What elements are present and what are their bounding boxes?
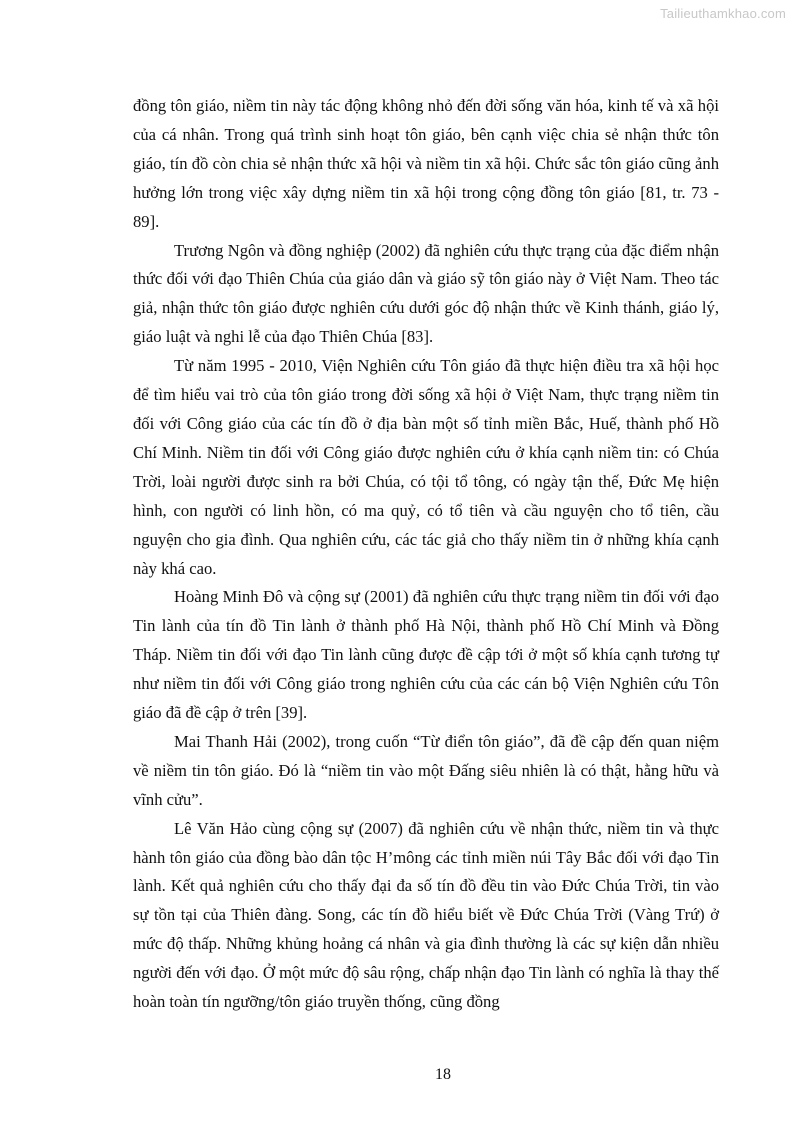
watermark: Tailieuthamkhao.com	[660, 6, 786, 21]
paragraph: Mai Thanh Hải (2002), trong cuốn “Từ điển tôn giáo”, đã đề cập đến quan niệm về niềm tin tôn giáo. Đó là “niềm tin vào một Đấng siêu nhiên là có thật, hằng hữu và vĩnh cửu”.	[133, 731, 719, 809]
paragraph: Hoàng Minh Đô và cộng sự (2001) đã nghiên cứu thực trạng niềm tin đối với đạo Tin lành của tín đồ Tin lành ở thành phố Hà Nội, thành phố Hồ Chí Minh và Đồng Tháp. Niềm tin đối với đạo Tin lành cũng được đề cập tới ở một số khía cạnh tương tự như niềm tin đối với Công giáo trong nghiên cứu của các cán bộ Viện Nghiên cứu Tôn giáo đã đề cập ở trên [39].	[133, 587, 719, 723]
paragraph: Lê Văn Hảo cùng cộng sự (2007) đã nghiên cứu về nhận thức, niềm tin và thực hành tôn giáo của đồng bào dân tộc H’mông các tỉnh miền núi Tây Bắc đối với đạo Tin lành. Kết quả nghiên cứu cho thấy đại đa số tín đồ đều tin vào Đức Chúa Trời, tin vào sự tồn tại của Thiên đàng. Song, các tín đồ hiểu biết về Đức Chúa Trời (Vàng Trứ) ở mức độ thấp. Những khủng hoảng cá nhân và gia đình thường là các sự kiện dẫn nhiều người đến với đạo. Ở một mức độ sâu rộng, chấp nhận đạo Tin lành có nghĩa là thay thế hoàn toàn tín ngưỡng/tôn giáo truyền thống, cũng đồng	[133, 818, 719, 1012]
paragraph: đồng tôn giáo, niềm tin này tác động không nhỏ đến đời sống văn hóa, kinh tế và xã hội của cá nhân. Trong quá trình sinh hoạt tôn giáo, bên cạnh việc chia sẻ nhận thức tôn giáo, tín đồ còn chia sẻ nhận thức xã hội và niềm tin xã hội. Chức sắc tôn giáo cũng ảnh hưởng lớn trong việc xây dựng niềm tin xã hội trong cộng đồng tôn giáo [81, tr. 73 - 89].	[133, 96, 719, 231]
document-body	[133, 92, 719, 1017]
page-number: 18	[435, 1066, 451, 1083]
paragraph: Trương Ngôn và đồng nghiệp (2002) đã nghiên cứu thực trạng của đặc điểm nhận thức đối với đạo Thiên Chúa của giáo dân và giáo sỹ tôn giáo này ở Việt Nam. Theo tác giả, nhận thức tôn giáo được nghiên cứu dưới góc độ nhận thức về Kinh thánh, giáo lý, giáo luật và nghi lễ của đạo Thiên Chúa [83].	[133, 240, 719, 347]
paragraph: Từ năm 1995 - 2010, Viện Nghiên cứu Tôn giáo đã thực hiện điều tra xã hội học để tìm hiểu vai trò của tôn giáo trong đời sống xã hội ở Việt Nam, thực trạng niềm tin đối với Công giáo của các tín đồ ở địa bàn một số tỉnh miền Bắc, Huế, thành phố Hồ Chí Minh. Niềm tin đối với Công giáo được nghiên cứu ở khía cạnh niềm tin: có Chúa Trời, loài người được sinh ra bởi Chúa, có tội tổ tông, có ngày tận thế, Đức Mẹ hiện hình, con người có linh hồn, có ma quỷ, có tổ tiên và cầu nguyện cho tổ tiên, cầu nguyện cho gia đình. Qua nghiên cứu, các tác giả cho thấy niềm tin ở những khía cạnh này khá cao.	[133, 356, 719, 578]
